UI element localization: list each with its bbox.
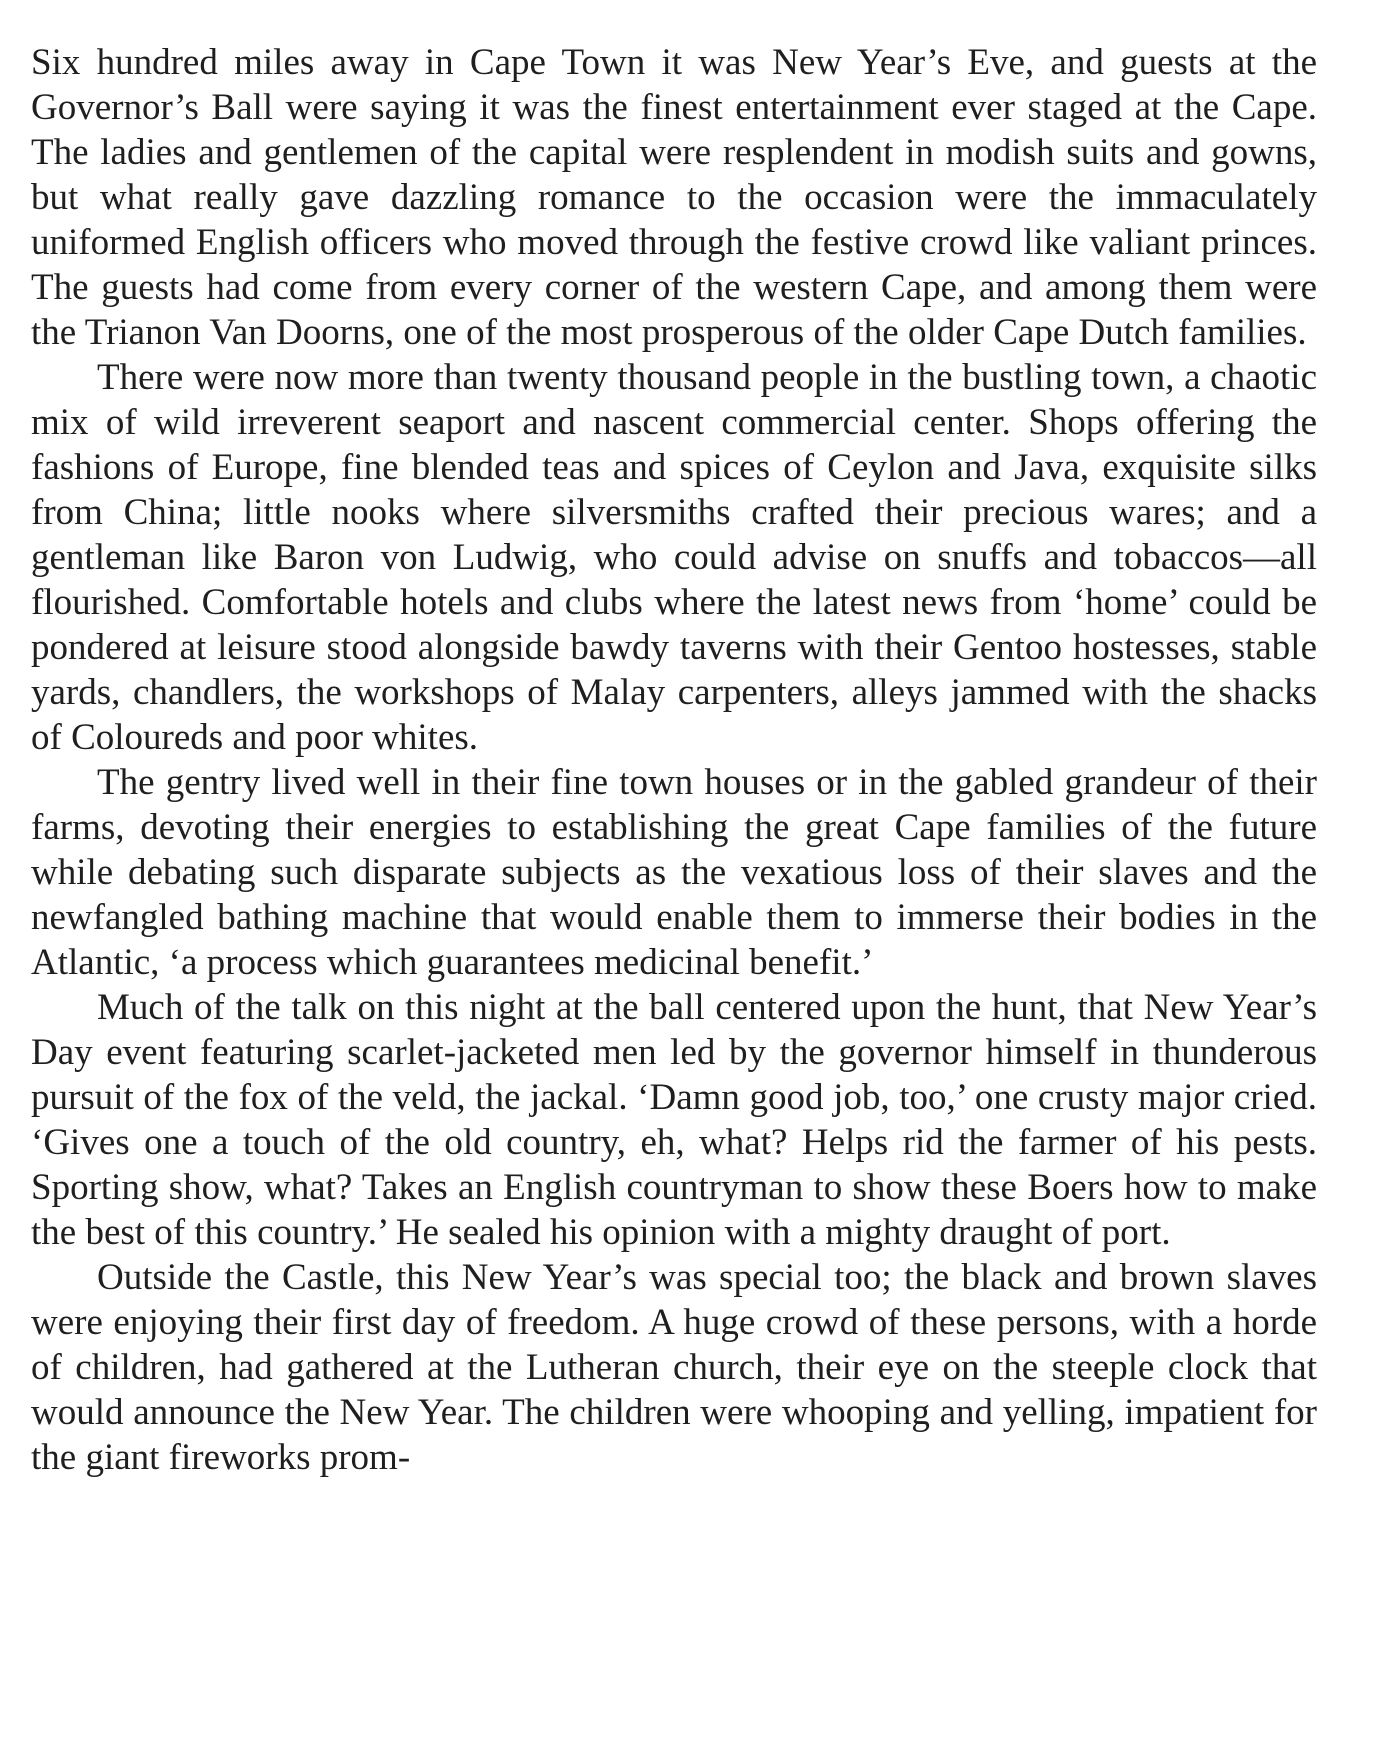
paragraph-1: Six hundred miles away in Cape Town it was New Year’s Eve, and guests at the Governor’s Ball were saying it was the finest entertainment ever staged at the Cape. The ladies and gentlemen of the capital were resplendent in modish suits and gowns, but what really gave dazzling romance to the occasion were the immaculately uniformed English officers who moved through the festive crowd like valiant princes. The guests had come from every corner of the western Cape, and among them were the Trianon Van Doorns, one of the most prosperous of the older Cape Dutch families. bbox=[31, 42, 1317, 353]
book-page-text bbox=[31, 40, 1317, 1480]
paragraph-4: Much of the talk on this night at the ball centered upon the hunt, that New Year’s Day event featuring scarlet-jacketed men led by the governor himself in thunderous pursuit of the fox of the veld, the jackal. ‘Damn good job, too,’ one crusty major cried. ‘Gives one a touch of the old country, eh, what? Helps rid the farmer of his pests. Sporting show, what? Takes an English countryman to show these Boers how to make the best of this country.’ He sealed his opinion with a mighty draught of port. bbox=[31, 987, 1317, 1253]
paragraph-2: There were now more than twenty thousand people in the bustling town, a chaotic mix of wild irreverent seaport and nascent commercial center. Shops offering the fashions of Europe, fine blended teas and spices of Ceylon and Java, exquisite silks from China; little nooks where silversmiths crafted their precious wares; and a gentleman like Baron von Ludwig, who could advise on snuffs and tobaccos—all flourished. Comfortable hotels and clubs where the latest news from ‘home’ could be pondered at leisure stood alongside bawdy taverns with their Gentoo hostesses, stable yards, chandlers, the workshops of Malay carpenters, alleys jammed with the shacks of Coloureds and poor whites. bbox=[31, 357, 1317, 758]
paragraph-3: The gentry lived well in their fine town houses or in the gabled grandeur of their farms, devoting their energies to establishing the great Cape families of the future while debating such disparate subjects as the vexatious loss of their slaves and the newfangled bathing machine that would enable them to immerse their bodies in the Atlantic, ‘a process which guarantees medicinal benefit.’ bbox=[31, 762, 1317, 983]
paragraph-5: Outside the Castle, this New Year’s was special too; the black and brown slaves were enjoying their first day of freedom. A huge crowd of these persons, with a horde of children, had gathered at the Lutheran church, their eye on the steeple clock that would announce the New Year. The children were whooping and yelling, impatient for the giant fireworks prom- bbox=[31, 1257, 1317, 1478]
